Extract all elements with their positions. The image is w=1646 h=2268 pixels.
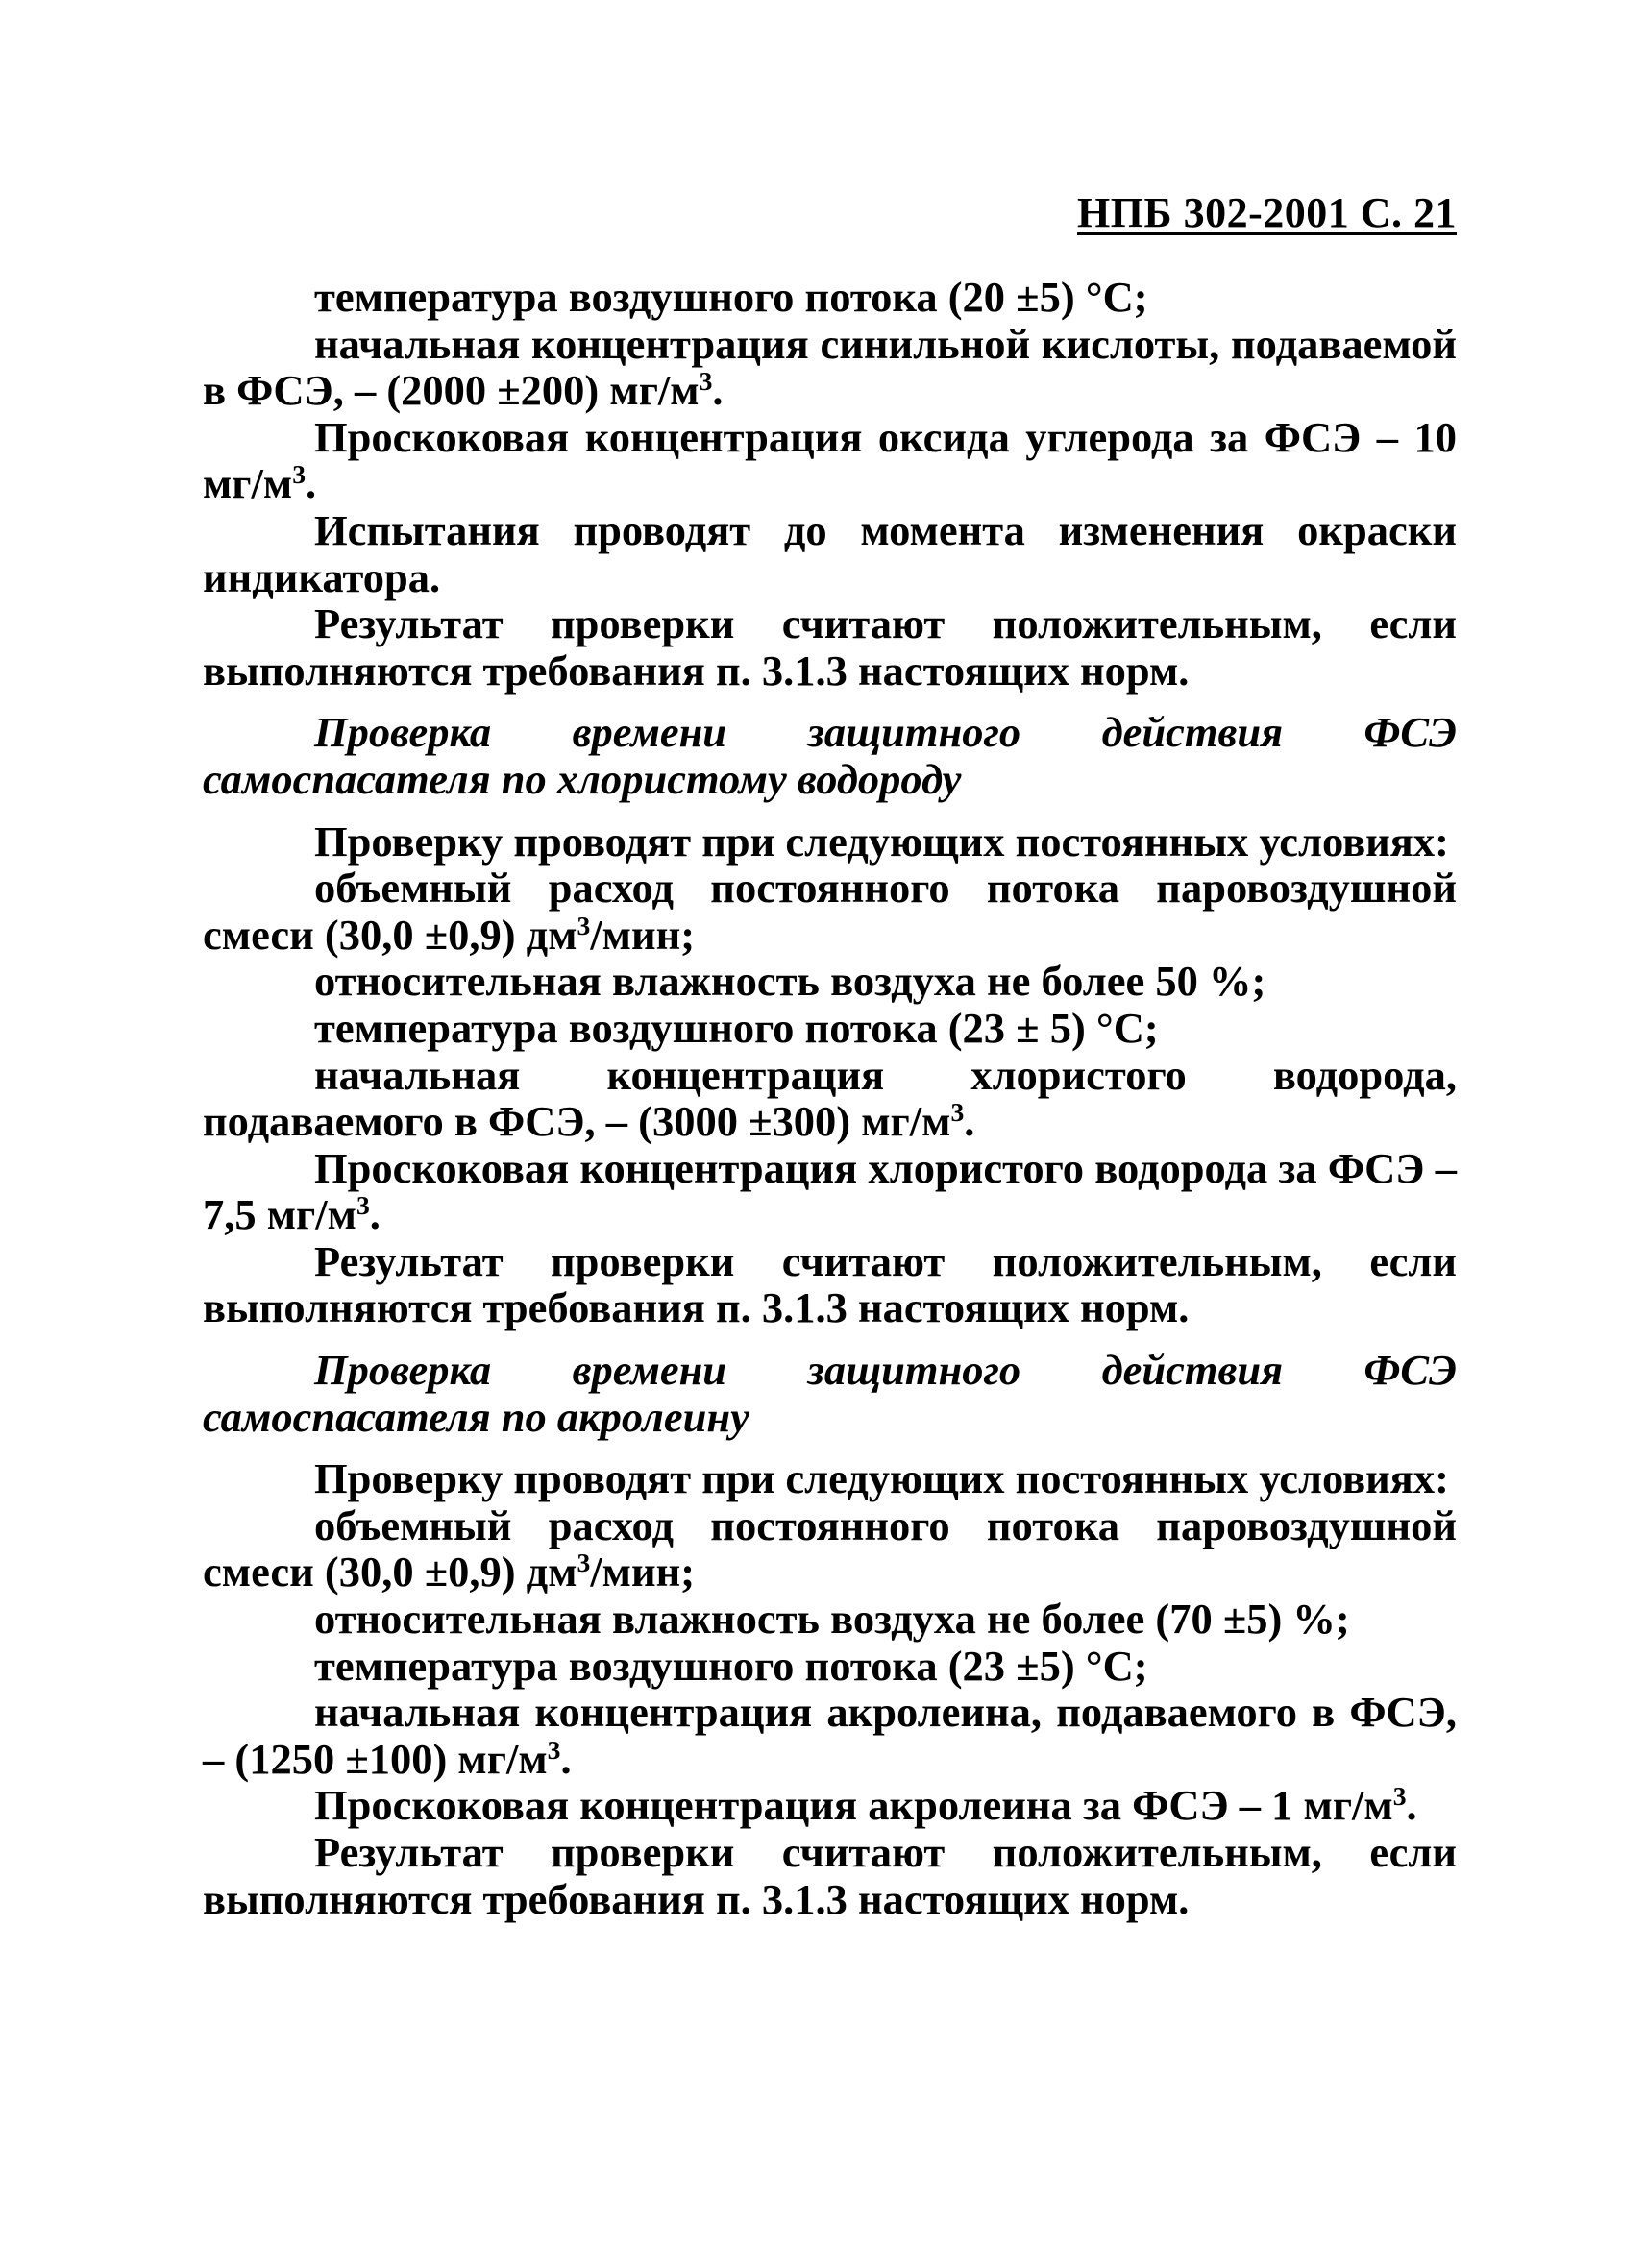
superscript-cube: 3 (1392, 1781, 1407, 1812)
paragraph-text-end: /мин; (590, 910, 696, 959)
paragraph-text: объемный расход постоянного потока паровоздушной смеси (30,0 ±0,9) дм (203, 1500, 1457, 1597)
superscript-cube: 3 (577, 1548, 591, 1578)
paragraph-text: начальная концентрация синильной кислоты, подаваемой в ФСЭ, – (2000 ±200) мг/м (203, 319, 1457, 415)
superscript-cube: 3 (950, 1096, 965, 1127)
page-header-code: НПБ 302-2001 С. 21 (1077, 189, 1457, 236)
paragraph-result-positive-3: Результат проверки считают положительным, если выполняются требования п. 3.1.3 настоящих норм. (203, 1828, 1457, 1923)
superscript-cube: 3 (292, 459, 306, 490)
superscript-cube: 3 (356, 1190, 370, 1221)
paragraph-flow-rate-1 (203, 865, 1457, 958)
paragraph-text-end: . (369, 1190, 381, 1239)
paragraph-text: начальная концентрация хлористого водорода, подаваемого в ФСЭ, – (3000 ±300) мг/м (203, 1050, 1457, 1146)
paragraph-text: Проскоковая концентрация хлористого водорода за ФСЭ – 7,5 мг/м (203, 1143, 1457, 1239)
paragraph-air-temperature-2: температура воздушного потока (23 ±5) °С; (314, 1641, 1148, 1690)
paragraph-text: начальная концентрация акролеина, подаваемого в ФСЭ, – (1250 ±100) мг/м (203, 1688, 1457, 1783)
superscript-cube: 3 (699, 366, 713, 397)
paragraph-conditions-intro-1: Проверку проводят при следующих постоянных условиях: (314, 817, 1449, 866)
paragraph-text: Проскоковая концентрация оксида углерода за ФСЭ – 10 мг/м (203, 412, 1457, 508)
paragraph-result-positive-2: Результат проверки считают положительным, если выполняются требования п. 3.1.3 настоящих норм. (203, 1236, 1457, 1332)
paragraph-text-end: . (712, 366, 724, 415)
paragraph-conditions-intro-2: Проверку проводят при следующих постоянных условиях: (314, 1454, 1449, 1503)
paragraph-air-temperature-1: температура воздушного потока (23 ± 5) °С; (314, 1003, 1159, 1052)
superscript-cube: 3 (577, 910, 591, 940)
paragraph-text-end: . (964, 1097, 975, 1146)
paragraph-text: Проскоковая концентрация акролеина за ФСЭ – 1 мг/м (314, 1781, 1393, 1830)
paragraph-initial-concentration-acrolein (203, 1689, 1457, 1782)
superscript-cube: 3 (547, 1734, 561, 1765)
paragraph-text-end: /мин; (590, 1548, 696, 1597)
paragraph-breakthrough-co (203, 414, 1457, 507)
paragraph-result-positive-1: Результат проверки считают положительным, если выполняются требования п. 3.1.3 настоящих норм. (203, 599, 1457, 695)
paragraph-humidity-1: относительная влажность воздуха не более 50 %; (314, 957, 1266, 1006)
paragraph-humidity-2: относительная влажность воздуха не более (70 ±5) %; (314, 1595, 1350, 1644)
paragraph-flow-rate-2 (203, 1502, 1457, 1596)
section-heading-acrolein: Проверка времени защитного действия ФСЭ самоспасателя по акролеину (203, 1346, 1457, 1441)
paragraph-initial-concentration-hcl (203, 1052, 1457, 1145)
paragraph-tests-until-indicator: Испытания проводят до момента изменения окраски индикатора. (203, 505, 1457, 601)
paragraph-air-temperature-hcn: температура воздушного потока (20 ±5) °С; (314, 273, 1148, 321)
paragraph-text: объемный расход постоянного потока паровоздушной смеси (30,0 ±0,9) дм (203, 864, 1457, 959)
document-body (203, 274, 1457, 1922)
section-heading-hydrogen-chloride: Проверка времени защитного действия ФСЭ самоспасателя по хлористому водороду (203, 708, 1457, 803)
paragraph-breakthrough-acrolein (203, 1782, 1457, 1829)
paragraph-text-end: . (1406, 1781, 1417, 1830)
paragraph-text-end: . (560, 1734, 572, 1783)
paragraph-breakthrough-hcl (203, 1145, 1457, 1238)
paragraph-initial-concentration-hcn (203, 321, 1457, 414)
paragraph-text-end: . (306, 459, 317, 508)
